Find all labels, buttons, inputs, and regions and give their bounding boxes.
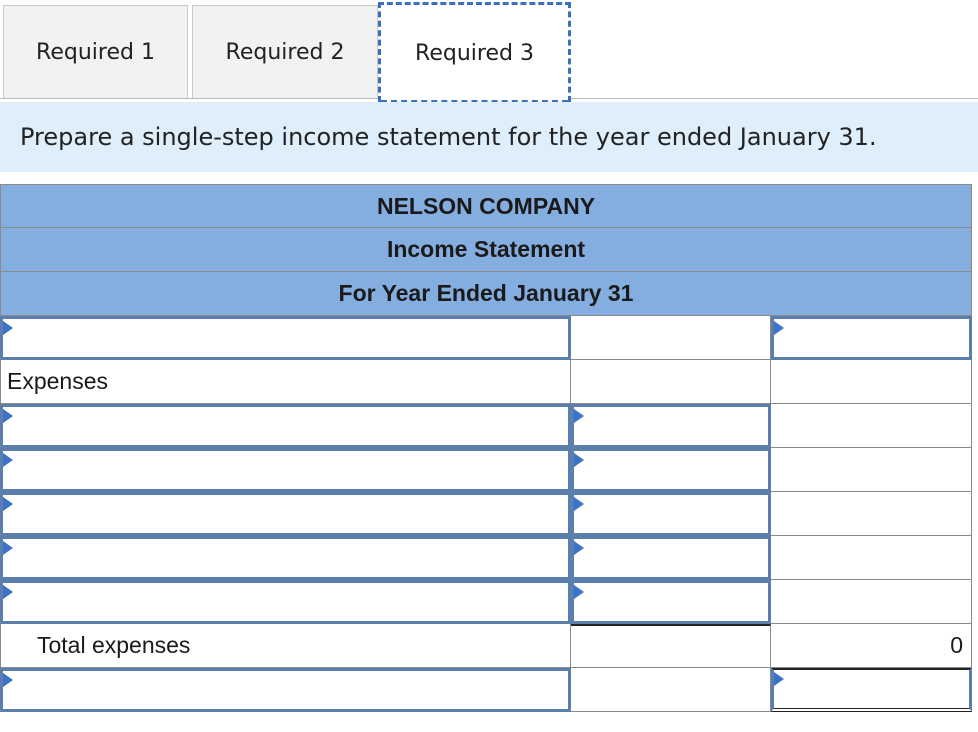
expense-account-select[interactable] (0, 580, 571, 624)
empty-cell (571, 668, 771, 712)
income-statement (0, 184, 972, 712)
net-income-amount-input[interactable] (771, 668, 972, 712)
table-row (0, 404, 972, 448)
table-row (0, 580, 972, 624)
expense-amount-input[interactable] (571, 448, 771, 492)
empty-cell (771, 448, 972, 492)
revenue-amount-input[interactable] (771, 316, 972, 360)
empty-cell (571, 316, 771, 360)
total-expenses-label: Total expenses (0, 624, 571, 668)
tab-required-2[interactable]: Required 2 (192, 5, 378, 98)
table-row (0, 316, 972, 360)
statement-title: Income Statement (0, 228, 972, 272)
tab-required-1[interactable]: Required 1 (3, 5, 188, 98)
empty-cell (771, 536, 972, 580)
table-row (0, 492, 972, 536)
expense-account-select[interactable] (0, 448, 571, 492)
table-row (0, 536, 972, 580)
table-row (0, 448, 972, 492)
expense-account-select[interactable] (0, 404, 571, 448)
table-row (0, 624, 972, 668)
tab-bar (0, 0, 978, 100)
expense-amount-input[interactable] (571, 536, 771, 580)
total-expenses-value: 0 (771, 624, 972, 668)
expense-account-select[interactable] (0, 492, 571, 536)
tab-required-3[interactable]: Required 3 (378, 2, 571, 102)
empty-cell (771, 404, 972, 448)
empty-cell (771, 492, 972, 536)
expense-amount-input[interactable] (571, 492, 771, 536)
expense-amount-input[interactable] (571, 580, 771, 624)
statement-period: For Year Ended January 31 (0, 272, 972, 316)
table-row (0, 360, 972, 404)
empty-cell (771, 360, 972, 404)
expenses-label: Expenses (0, 360, 571, 404)
instruction-text: Prepare a single-step income statement for the year ended January 31. (20, 123, 877, 151)
expense-amount-input[interactable] (571, 404, 771, 448)
empty-cell (571, 360, 771, 404)
empty-cell (771, 580, 972, 624)
company-name: NELSON COMPANY (0, 184, 972, 228)
table-row (0, 668, 972, 712)
revenue-account-select[interactable] (0, 316, 571, 360)
instruction-banner (0, 102, 978, 172)
net-income-account-select[interactable] (0, 668, 571, 712)
empty-cell (571, 624, 771, 668)
expense-account-select[interactable] (0, 536, 571, 580)
